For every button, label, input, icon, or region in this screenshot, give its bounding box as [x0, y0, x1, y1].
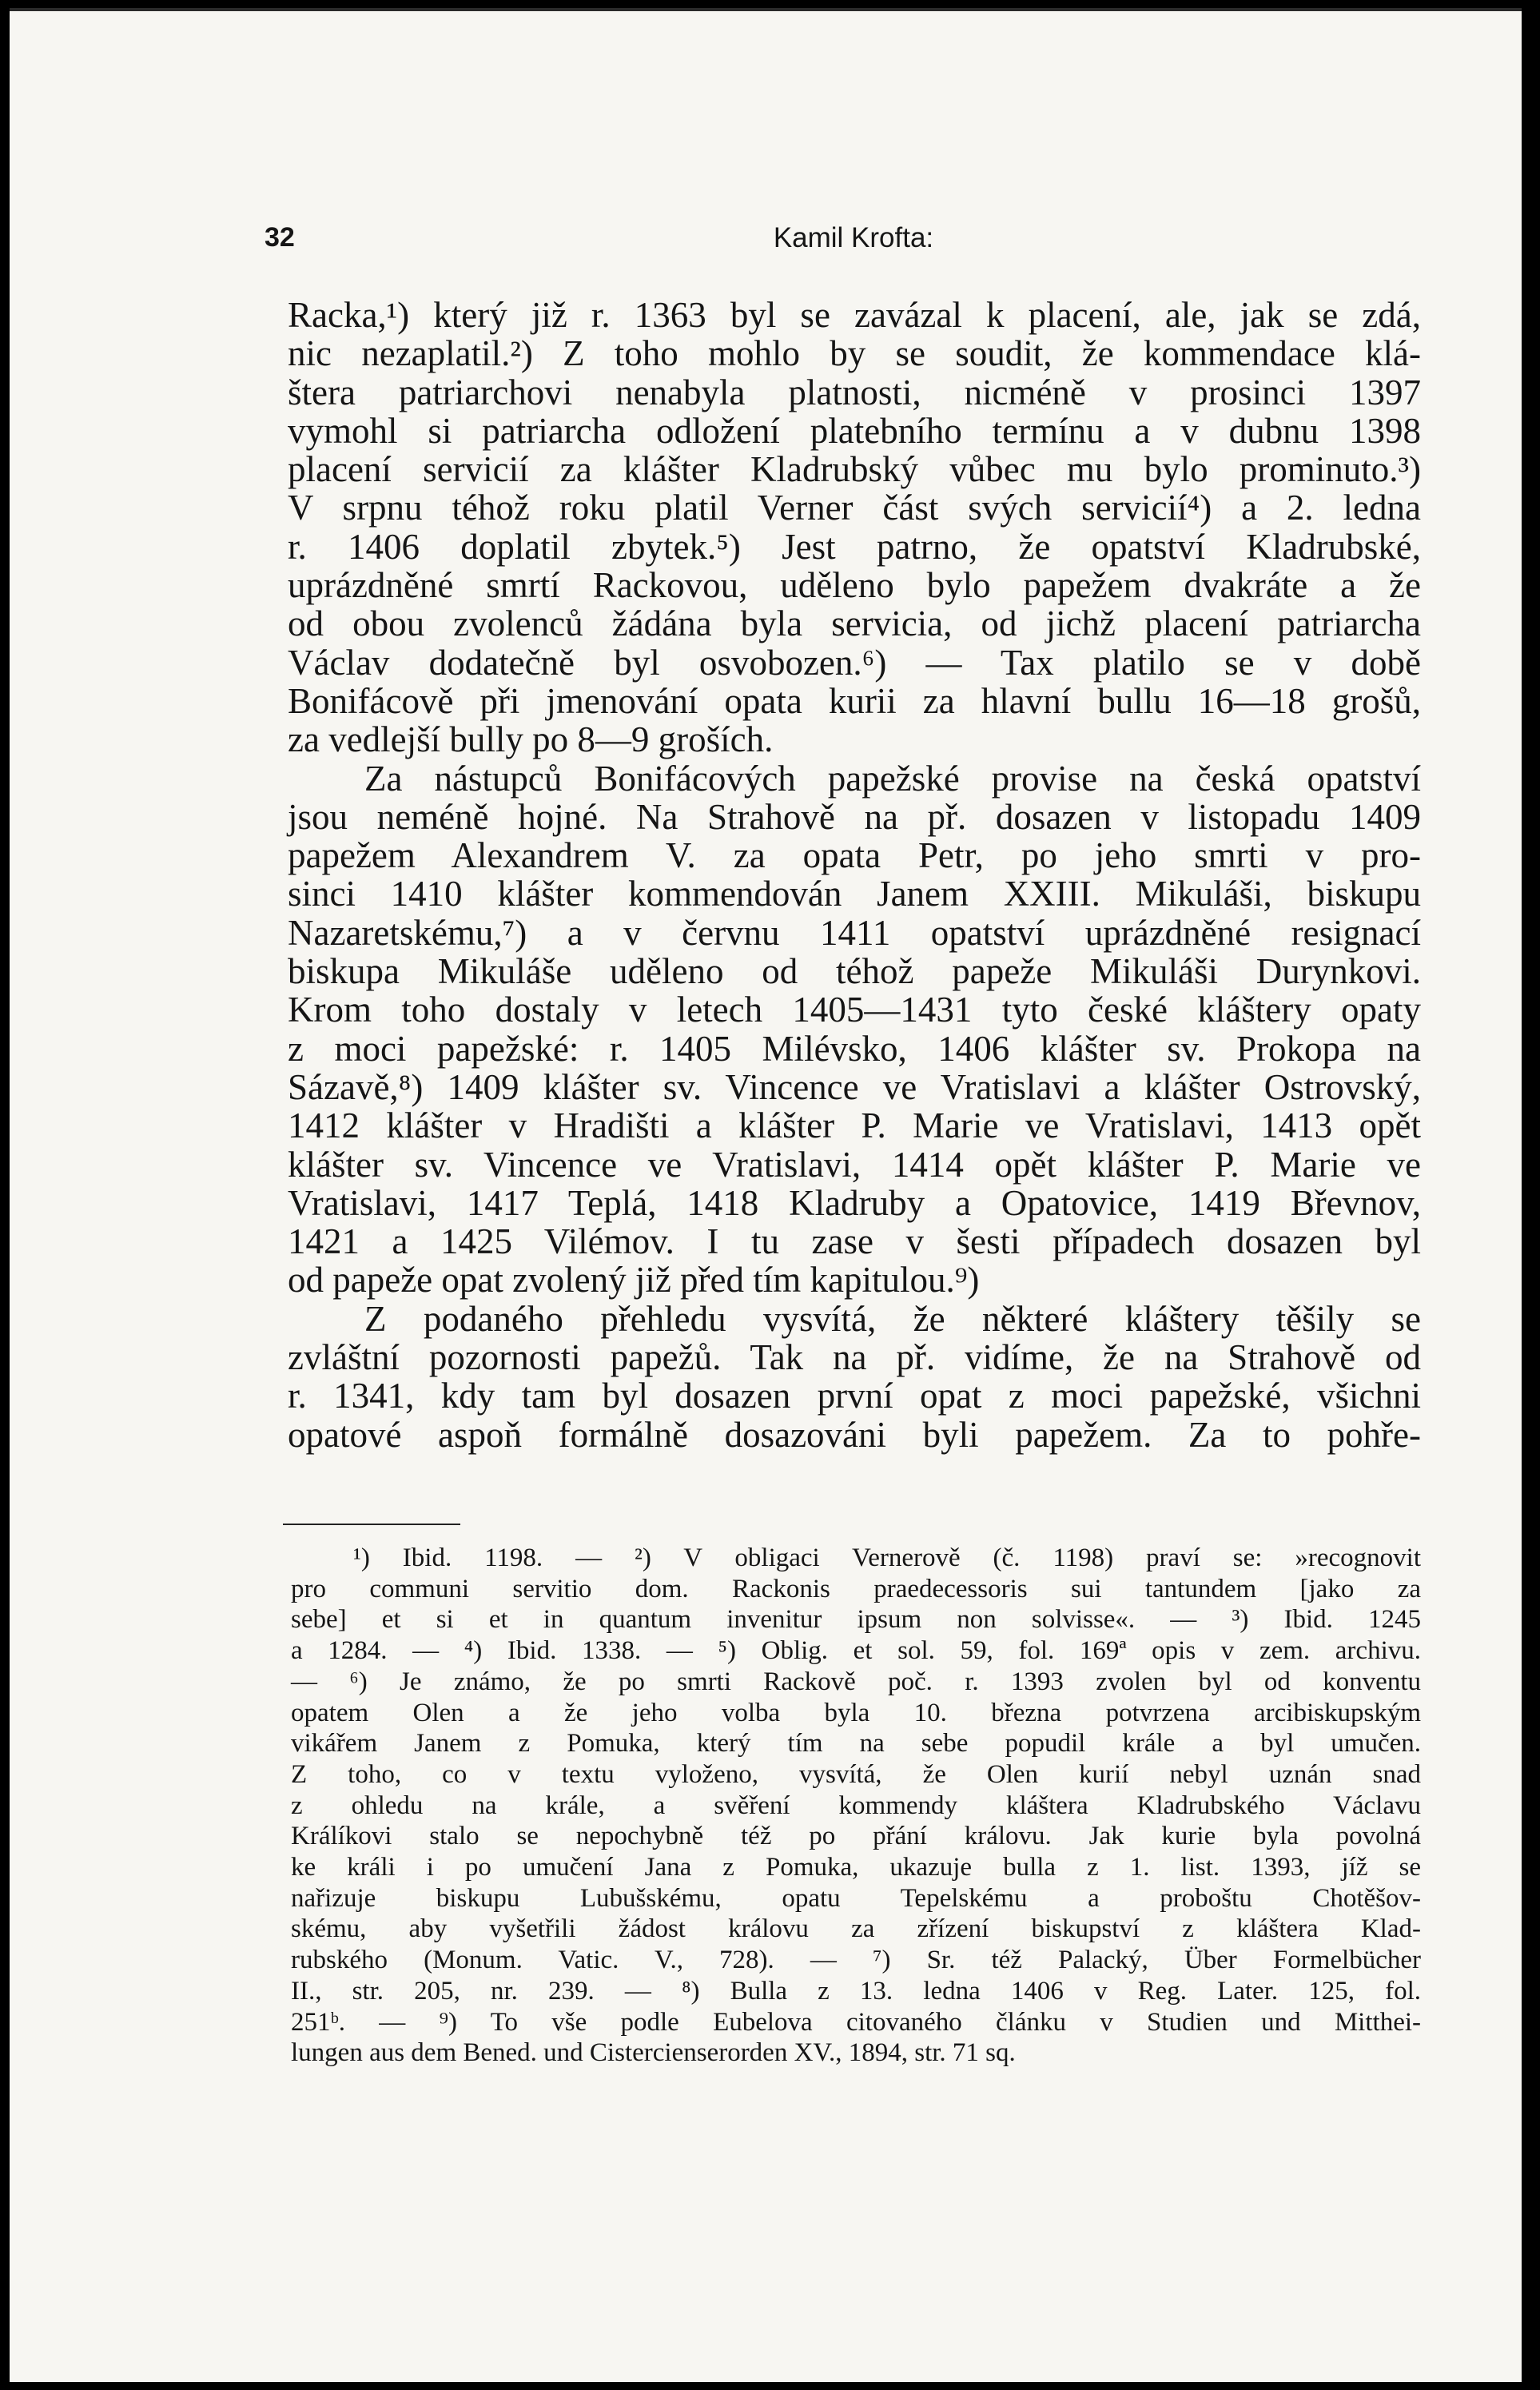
- body-line: r. 1406 doplatil zbytek.⁵) Jest patrno, že opatství Kladrubské,: [288, 526, 1421, 567]
- running-head: Kamil Krofta:: [773, 222, 934, 253]
- page-number: 32: [265, 222, 295, 253]
- body-line: 1421 a 1425 Vilémov. I tu zase v šesti případech dosazen byl: [288, 1221, 1421, 1262]
- footnote-line: nařizuje biskupu Lubušskému, opatu Tepelskému a proboštu Chotěšov-: [291, 1883, 1421, 1913]
- footnote-separator: [283, 1524, 460, 1525]
- body-line: sinci 1410 klášter kommendován Janem XXIII. Mikuláši, biskupu: [288, 874, 1421, 914]
- body-line: za vedlejší bully po 8—9 groších.: [288, 719, 774, 760]
- body-text: [288, 296, 1421, 1454]
- body-line: Nazaretskému,⁷) a v červnu 1411 opatství uprázdněné resignací: [288, 912, 1421, 953]
- body-line: nic nezaplatil.²) Z toho mohlo by se soudit, že kommendace klá-: [288, 333, 1421, 374]
- footnote-line: opatem Olen a že jeho volba byla 10. března potvrzena arcibiskupským: [291, 1698, 1421, 1727]
- footnote-line: 251ᵇ. — ⁹) To vše podle Eubelova citovaného článku v Studien und Mitthei-: [291, 2007, 1421, 2037]
- body-line: štera patriarchovi nenabyla platnosti, nicméně v prosinci 1397: [288, 372, 1421, 412]
- footnote-line: pro communi servitio dom. Rackonis praedecessoris sui tantundem [jako za: [291, 1574, 1421, 1603]
- footnote-line: vikářem Janem z Pomuka, který tím na sebe popudil krále a byl umučen.: [291, 1729, 1421, 1759]
- body-line: Z podaného přehledu vysvítá, že některé kláštery těšily se: [364, 1298, 1421, 1339]
- top-edge-rule: [10, 8, 1522, 11]
- body-line: uprázdněné smrtí Rackovou, uděleno bylo papežem dvakráte a že: [288, 565, 1421, 606]
- body-line: V srpnu téhož roku platil Verner část svých servicií⁴) a 2. ledna: [288, 488, 1421, 528]
- footnote-line: sebe] et si et in quantum invenitur ipsum non solvisse«. — ³) Ibid. 1245: [291, 1605, 1421, 1635]
- footnote-line: lungen aus dem Bened. und Cistercienserorden XV., 1894, str. 71 sq.: [291, 2038, 1016, 2068]
- body-line: Za nástupců Bonifácových papežské provise na česká opatství: [364, 758, 1421, 799]
- body-line: od papeže opat zvolený již před tím kapitulou.⁹): [288, 1260, 980, 1301]
- footnote-line: ¹) Ibid. 1198. — ²) V obligaci Vernerově (č. 1198) praví se: »recognovit: [353, 1544, 1421, 1572]
- body-line: Krom toho dostaly v letech 1405—1431 tyto české kláštery opaty: [288, 990, 1421, 1030]
- footnote-line: Králíkovi stalo se nepochybně též po přání královu. Jak kurie byla povolná: [291, 1822, 1421, 1851]
- body-line: zvláštní pozornosti papežů. Tak na př. vidíme, že na Strahově od: [288, 1337, 1421, 1378]
- body-line: Václav dodatečně byl osvobozen.⁶) — Tax platilo se v době: [288, 642, 1421, 683]
- body-line: od obou zvolenců žádána byla servicia, od jichž placení patriarcha: [288, 603, 1421, 644]
- body-line: Sázavě,⁸) 1409 klášter sv. Vincence ve Vratislavi a klášter Ostrovský,: [288, 1066, 1421, 1107]
- body-line: Racka,¹) který již r. 1363 byl se zavázal k placení, ale, jak se zdá,: [288, 295, 1421, 335]
- body-line: 1412 klášter v Hradišti a klášter P. Marie ve Vratislavi, 1413 opět: [288, 1105, 1421, 1146]
- footnote-line: z ohledu na krále, a svěření kommendy kláštera Kladrubského Václavu: [291, 1791, 1421, 1820]
- footnote-line: Z toho, co v textu vyloženo, vysvítá, že Olen kurií nebyl uznán snad: [291, 1759, 1421, 1789]
- body-line: placení servicií za klášter Kladrubský vůbec mu bylo prominuto.³): [288, 449, 1421, 490]
- footnote-line: rubského (Monum. Vatic. V., 728). — ⁷) Sr. též Palacký, Über Formelbücher: [291, 1946, 1421, 1975]
- body-line: r. 1341, kdy tam byl dosazen první opat z moci papežské, všichni: [288, 1376, 1421, 1416]
- footnote-line: a 1284. — ⁴) Ibid. 1338. — ⁵) Oblig. et sol. 59, fol. 169ª opis v zem. archivu.: [291, 1636, 1421, 1666]
- footnotes: [291, 1543, 1421, 2069]
- footnote-line: skému, aby vyšetřili žádost královu za zřízení biskupství z kláštera Klad-: [291, 1914, 1421, 1944]
- body-line: jsou neméně hojné. Na Strahově na př. dosazen v listopadu 1409: [288, 796, 1421, 837]
- footnote-line: II., str. 205, nr. 239. — ⁸) Bulla z 13. ledna 1406 v Reg. Later. 125, fol.: [291, 1976, 1421, 2006]
- body-line: papežem Alexandrem V. za opata Petr, po jeho smrti v pro-: [288, 835, 1421, 876]
- body-line: Bonifácově při jmenování opata kurii za hlavní bullu 16—18 grošů,: [288, 680, 1421, 721]
- body-line: opatové aspoň formálně dosazováni byli papežem. Za to pohře-: [288, 1414, 1421, 1455]
- footnote-line: — ⁶) Je známo, že po smrti Rackově poč. r. 1393 zvolen byl od konventu: [291, 1667, 1421, 1696]
- body-line: klášter sv. Vincence ve Vratislavi, 1414 opět klášter P. Marie ve: [288, 1144, 1421, 1185]
- page-header: [265, 222, 1443, 270]
- body-line: biskupa Mikuláše uděleno od téhož papeže Mikuláši Durynkovi.: [288, 951, 1421, 992]
- body-line: vymohl si patriarcha odložení platebního termínu a v dubnu 1398: [288, 410, 1421, 451]
- book-page: [10, 8, 1522, 2382]
- body-line: Vratislavi, 1417 Teplá, 1418 Kladruby a Opatovice, 1419 Břevnov,: [288, 1182, 1421, 1223]
- footnote-line: ke králi i po umučení Jana z Pomuka, ukazuje bulla z 1. list. 1393, jíž se: [291, 1853, 1421, 1882]
- body-line: z moci papežské: r. 1405 Milévsko, 1406 klášter sv. Prokopa na: [288, 1028, 1421, 1069]
